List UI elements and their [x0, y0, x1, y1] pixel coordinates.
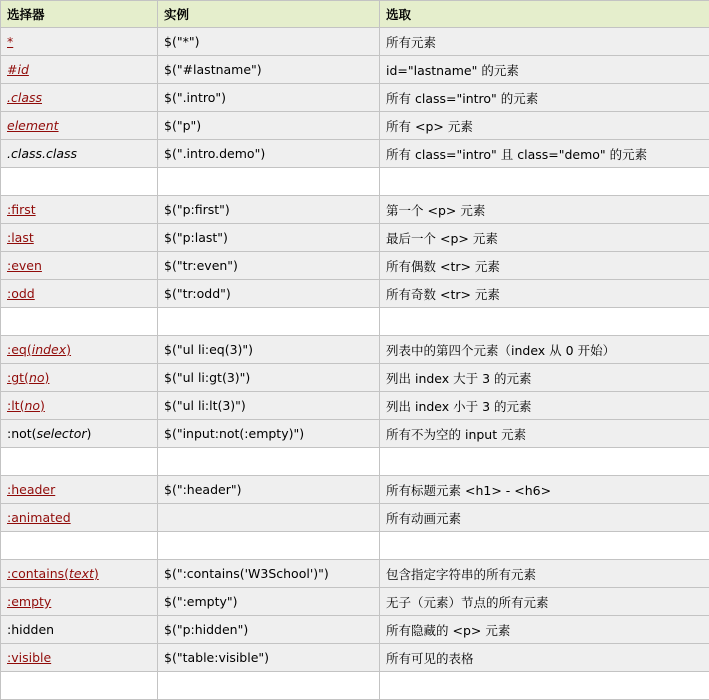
table-spacer-row	[1, 448, 709, 476]
selector-text	[7, 146, 77, 161]
table-spacer-row	[1, 308, 709, 336]
selector-name: #id	[7, 62, 29, 77]
selection-cell: id="lastname" 的元素	[380, 56, 709, 84]
empty-cell	[1, 448, 158, 476]
selector-name: *	[7, 34, 13, 49]
table-row	[1, 112, 709, 140]
selector-name: :visible	[7, 650, 51, 665]
example-cell: $("p:hidden")	[158, 616, 380, 644]
selection-cell: 所有不为空的 input 元素	[380, 420, 709, 448]
selector-cell	[1, 588, 158, 616]
selector-name: :header	[7, 482, 55, 497]
selector-argument: index	[32, 342, 66, 357]
example-cell: $("p:last")	[158, 224, 380, 252]
example-cell: $("#lastname")	[158, 56, 380, 84]
selector-link[interactable]	[7, 34, 13, 49]
example-cell: $("tr:even")	[158, 252, 380, 280]
table-spacer-row	[1, 168, 709, 196]
selector-text	[7, 426, 91, 441]
selection-cell: 无子（元素）节点的所有元素	[380, 588, 709, 616]
selector-cell	[1, 196, 158, 224]
selector-name: :even	[7, 258, 42, 273]
empty-cell	[158, 448, 380, 476]
table-row	[1, 616, 709, 644]
selector-text	[7, 622, 54, 637]
selector-link[interactable]	[7, 594, 51, 609]
selector-cell	[1, 224, 158, 252]
selector-cell	[1, 504, 158, 532]
example-cell: $("ul li:eq(3)")	[158, 336, 380, 364]
example-cell: $("input:not(:empty)")	[158, 420, 380, 448]
selection-cell: 列出 index 小于 3 的元素	[380, 392, 709, 420]
selection-cell: 所有 class="intro" 的元素	[380, 84, 709, 112]
empty-cell	[1, 672, 158, 700]
table-row	[1, 588, 709, 616]
table-row	[1, 364, 709, 392]
table-row	[1, 392, 709, 420]
empty-cell	[1, 308, 158, 336]
table-spacer-row	[1, 672, 709, 700]
selector-cell	[1, 252, 158, 280]
table-row	[1, 644, 709, 672]
example-cell: $("ul li:lt(3)")	[158, 392, 380, 420]
selection-cell: 所有奇数 <tr> 元素	[380, 280, 709, 308]
selector-name: :hidden	[7, 622, 54, 637]
empty-cell	[380, 308, 709, 336]
selector-name: :lt(	[7, 398, 24, 413]
table-row	[1, 28, 709, 56]
selection-cell: 包含指定字符串的所有元素	[380, 560, 709, 588]
header-selector: 选择器	[1, 1, 158, 28]
header-example: 实例	[158, 1, 380, 28]
selector-link[interactable]	[7, 230, 34, 245]
selector-name: :animated	[7, 510, 71, 525]
empty-cell	[158, 308, 380, 336]
selection-cell: 所有元素	[380, 28, 709, 56]
table-spacer-row	[1, 532, 709, 560]
selection-cell: 所有 class="intro" 且 class="demo" 的元素	[380, 140, 709, 168]
selector-link[interactable]	[7, 650, 51, 665]
table-row	[1, 252, 709, 280]
empty-cell	[1, 168, 158, 196]
example-cell: $("*")	[158, 28, 380, 56]
selector-close-paren: )	[66, 342, 71, 357]
table-row	[1, 560, 709, 588]
empty-cell	[380, 448, 709, 476]
selection-cell: 第一个 <p> 元素	[380, 196, 709, 224]
selector-cell	[1, 112, 158, 140]
selection-cell: 最后一个 <p> 元素	[380, 224, 709, 252]
selector-name: :eq(	[7, 342, 32, 357]
selector-link[interactable]	[7, 566, 99, 581]
example-cell: $(".intro.demo")	[158, 140, 380, 168]
selector-name: :contains(	[7, 566, 69, 581]
example-cell: $(".intro")	[158, 84, 380, 112]
selector-cell	[1, 476, 158, 504]
selector-name: :gt(	[7, 370, 29, 385]
selector-link[interactable]	[7, 370, 49, 385]
example-cell	[158, 504, 380, 532]
selector-cell	[1, 644, 158, 672]
header-selection: 选取	[380, 1, 709, 28]
example-cell: $("p:first")	[158, 196, 380, 224]
selector-cell	[1, 336, 158, 364]
selector-name: :first	[7, 202, 36, 217]
selector-close-paren: )	[94, 566, 99, 581]
selector-name: :not(	[7, 426, 37, 441]
selector-link[interactable]	[7, 342, 71, 357]
selection-cell: 列出 index 大于 3 的元素	[380, 364, 709, 392]
selector-link[interactable]	[7, 90, 42, 105]
selector-argument: no	[29, 370, 45, 385]
selector-argument: no	[24, 398, 40, 413]
example-cell: $(":contains('W3School')")	[158, 560, 380, 588]
selection-cell: 所有偶数 <tr> 元素	[380, 252, 709, 280]
empty-cell	[1, 532, 158, 560]
table-row	[1, 56, 709, 84]
selector-cell	[1, 280, 158, 308]
selector-cell	[1, 56, 158, 84]
table-row	[1, 336, 709, 364]
selector-cell	[1, 28, 158, 56]
selector-name: .class	[7, 90, 42, 105]
example-cell: $("table:visible")	[158, 644, 380, 672]
table-row	[1, 224, 709, 252]
example-cell: $(":header")	[158, 476, 380, 504]
table-row	[1, 420, 709, 448]
selector-cell	[1, 560, 158, 588]
example-cell: $("p")	[158, 112, 380, 140]
empty-cell	[158, 532, 380, 560]
selector-name: :last	[7, 230, 34, 245]
selector-link[interactable]	[7, 398, 45, 413]
table-row	[1, 504, 709, 532]
empty-cell	[380, 672, 709, 700]
selector-link[interactable]	[7, 286, 35, 301]
selector-cell	[1, 84, 158, 112]
selector-cell	[1, 616, 158, 644]
selector-close-paren: )	[87, 426, 92, 441]
selector-name: .class.class	[7, 146, 77, 161]
selector-name: element	[7, 118, 59, 133]
selector-link[interactable]	[7, 202, 36, 217]
selector-close-paren: )	[40, 398, 45, 413]
selection-cell: 所有隐藏的 <p> 元素	[380, 616, 709, 644]
selection-cell: 所有动画元素	[380, 504, 709, 532]
empty-cell	[380, 532, 709, 560]
table-row	[1, 476, 709, 504]
selector-close-paren: )	[45, 370, 50, 385]
table-header-row	[1, 1, 709, 28]
selection-cell: 所有标题元素 <h1> - <h6>	[380, 476, 709, 504]
example-cell: $("tr:odd")	[158, 280, 380, 308]
selection-cell: 所有可见的表格	[380, 644, 709, 672]
table-body	[1, 28, 709, 700]
selector-cell	[1, 140, 158, 168]
selector-cell	[1, 364, 158, 392]
selector-link[interactable]	[7, 62, 29, 77]
selector-argument: selector	[37, 426, 87, 441]
selection-cell: 所有 <p> 元素	[380, 112, 709, 140]
selector-name: :empty	[7, 594, 51, 609]
table-row	[1, 196, 709, 224]
selector-cell	[1, 392, 158, 420]
example-cell: $("ul li:gt(3)")	[158, 364, 380, 392]
selector-link[interactable]	[7, 258, 42, 273]
empty-cell	[380, 168, 709, 196]
table-row	[1, 84, 709, 112]
selector-cell	[1, 420, 158, 448]
selector-link[interactable]	[7, 118, 59, 133]
table-row	[1, 280, 709, 308]
empty-cell	[158, 672, 380, 700]
selector-name: :odd	[7, 286, 35, 301]
selector-link[interactable]	[7, 482, 55, 497]
example-cell: $(":empty")	[158, 588, 380, 616]
selection-cell: 列表中的第四个元素（index 从 0 开始）	[380, 336, 709, 364]
selector-link[interactable]	[7, 510, 71, 525]
empty-cell	[158, 168, 380, 196]
selector-argument: text	[69, 566, 94, 581]
table-row	[1, 140, 709, 168]
